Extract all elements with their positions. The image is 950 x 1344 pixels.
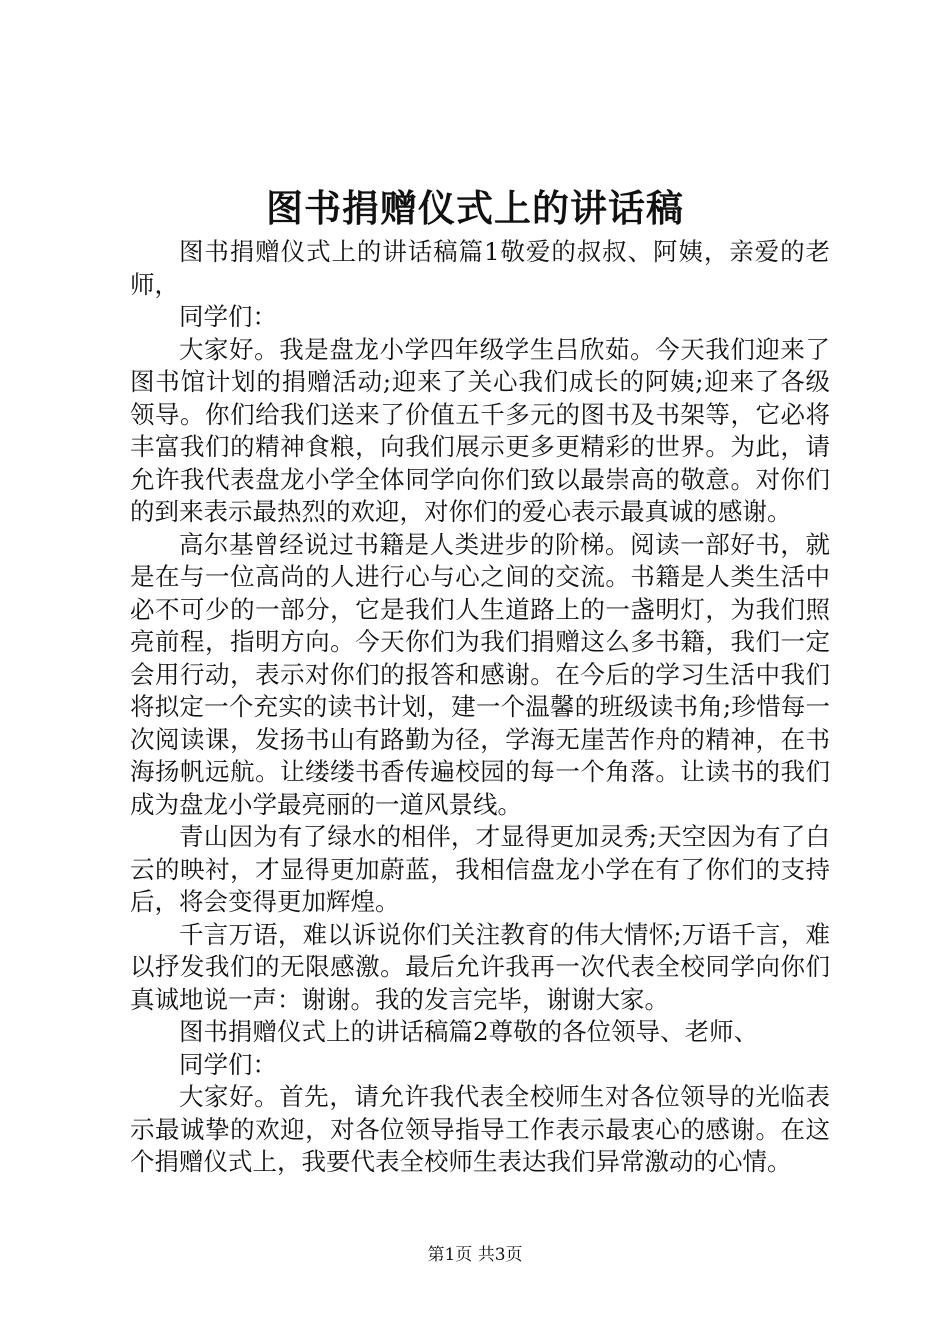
paragraph: 图书捐赠仪式上的讲话稿篇1敬爱的叔叔、阿姨，亲爱的老师，	[130, 237, 830, 299]
page-footer: 第1页 共3页	[427, 1245, 523, 1265]
paragraph: 青山因为有了绿水的相伴，才显得更加灵秀;天空因为有了白云的映衬，才显得更加蔚蓝，我相信盘龙小学在有了你们的支持后，将会变得更加辉煌。	[130, 822, 830, 916]
document-title: 图书捐赠仪式上的讲话稿	[266, 186, 684, 230]
paragraph: 大家好。我是盘龙小学四年级学生吕欣茹。今天我们迎来了图书馆计划的捐赠活动;迎来了关心我们成长的阿姨;迎来了各级领导。你们给我们送来了价值五千多元的图书及书架等，它必将丰富我们的精神食粮，向我们展示更多更精彩的世界。为此，请允许我代表盘龙小学全体同学向你们致以最崇高的敬意。对你们的到来表示最热烈的欢迎，对你们的爱心表示最真诚的感谢。	[130, 334, 830, 526]
paragraph: 大家好。首先，请允许我代表全校师生对各位领导的光临表示最诚挚的欢迎，对各位领导指导工作表示最衷心的感谢。在这个捐赠仪式上，我要代表全校师生表达我们异常激动的心情。	[130, 1082, 830, 1176]
paragraph: 高尔基曾经说过书籍是人类进步的阶梯。阅读一部好书，就是在与一位高尚的人进行心与心之间的交流。书籍是人类生活中必不可少的一部分，它是我们人生道路上的一盏明灯，为我们照亮前程，指明方向。今天你们为我们捐赠这么多书籍，我们一定会用行动，表示对你们的报答和感谢。在今后的学习生活中我们将拟定一个充实的读书计划，建一个温馨的班级读书角;珍惜每一次阅读课，发扬书山有路勤为径，学海无崖苦作舟的精神，在书海扬帆远航。让缕缕书香传遍校园的每一个角落。让读书的我们成为盘龙小学最亮丽的一道风景线。	[130, 529, 830, 819]
paragraph: 千言万语，难以诉说你们关注教育的伟大情怀;万语千言，难以抒发我们的无限感激。最后允许我再一次代表全校同学向你们真诚地说一声：谢谢。我的发言完毕，谢谢大家。	[130, 919, 830, 1014]
paragraph: 同学们：	[179, 302, 277, 331]
paragraph: 图书捐赠仪式上的讲话稿篇2尊敬的各位领导、老师、	[179, 1017, 759, 1046]
paragraph: 同学们：	[179, 1049, 277, 1079]
document-body	[130, 236, 830, 1179]
